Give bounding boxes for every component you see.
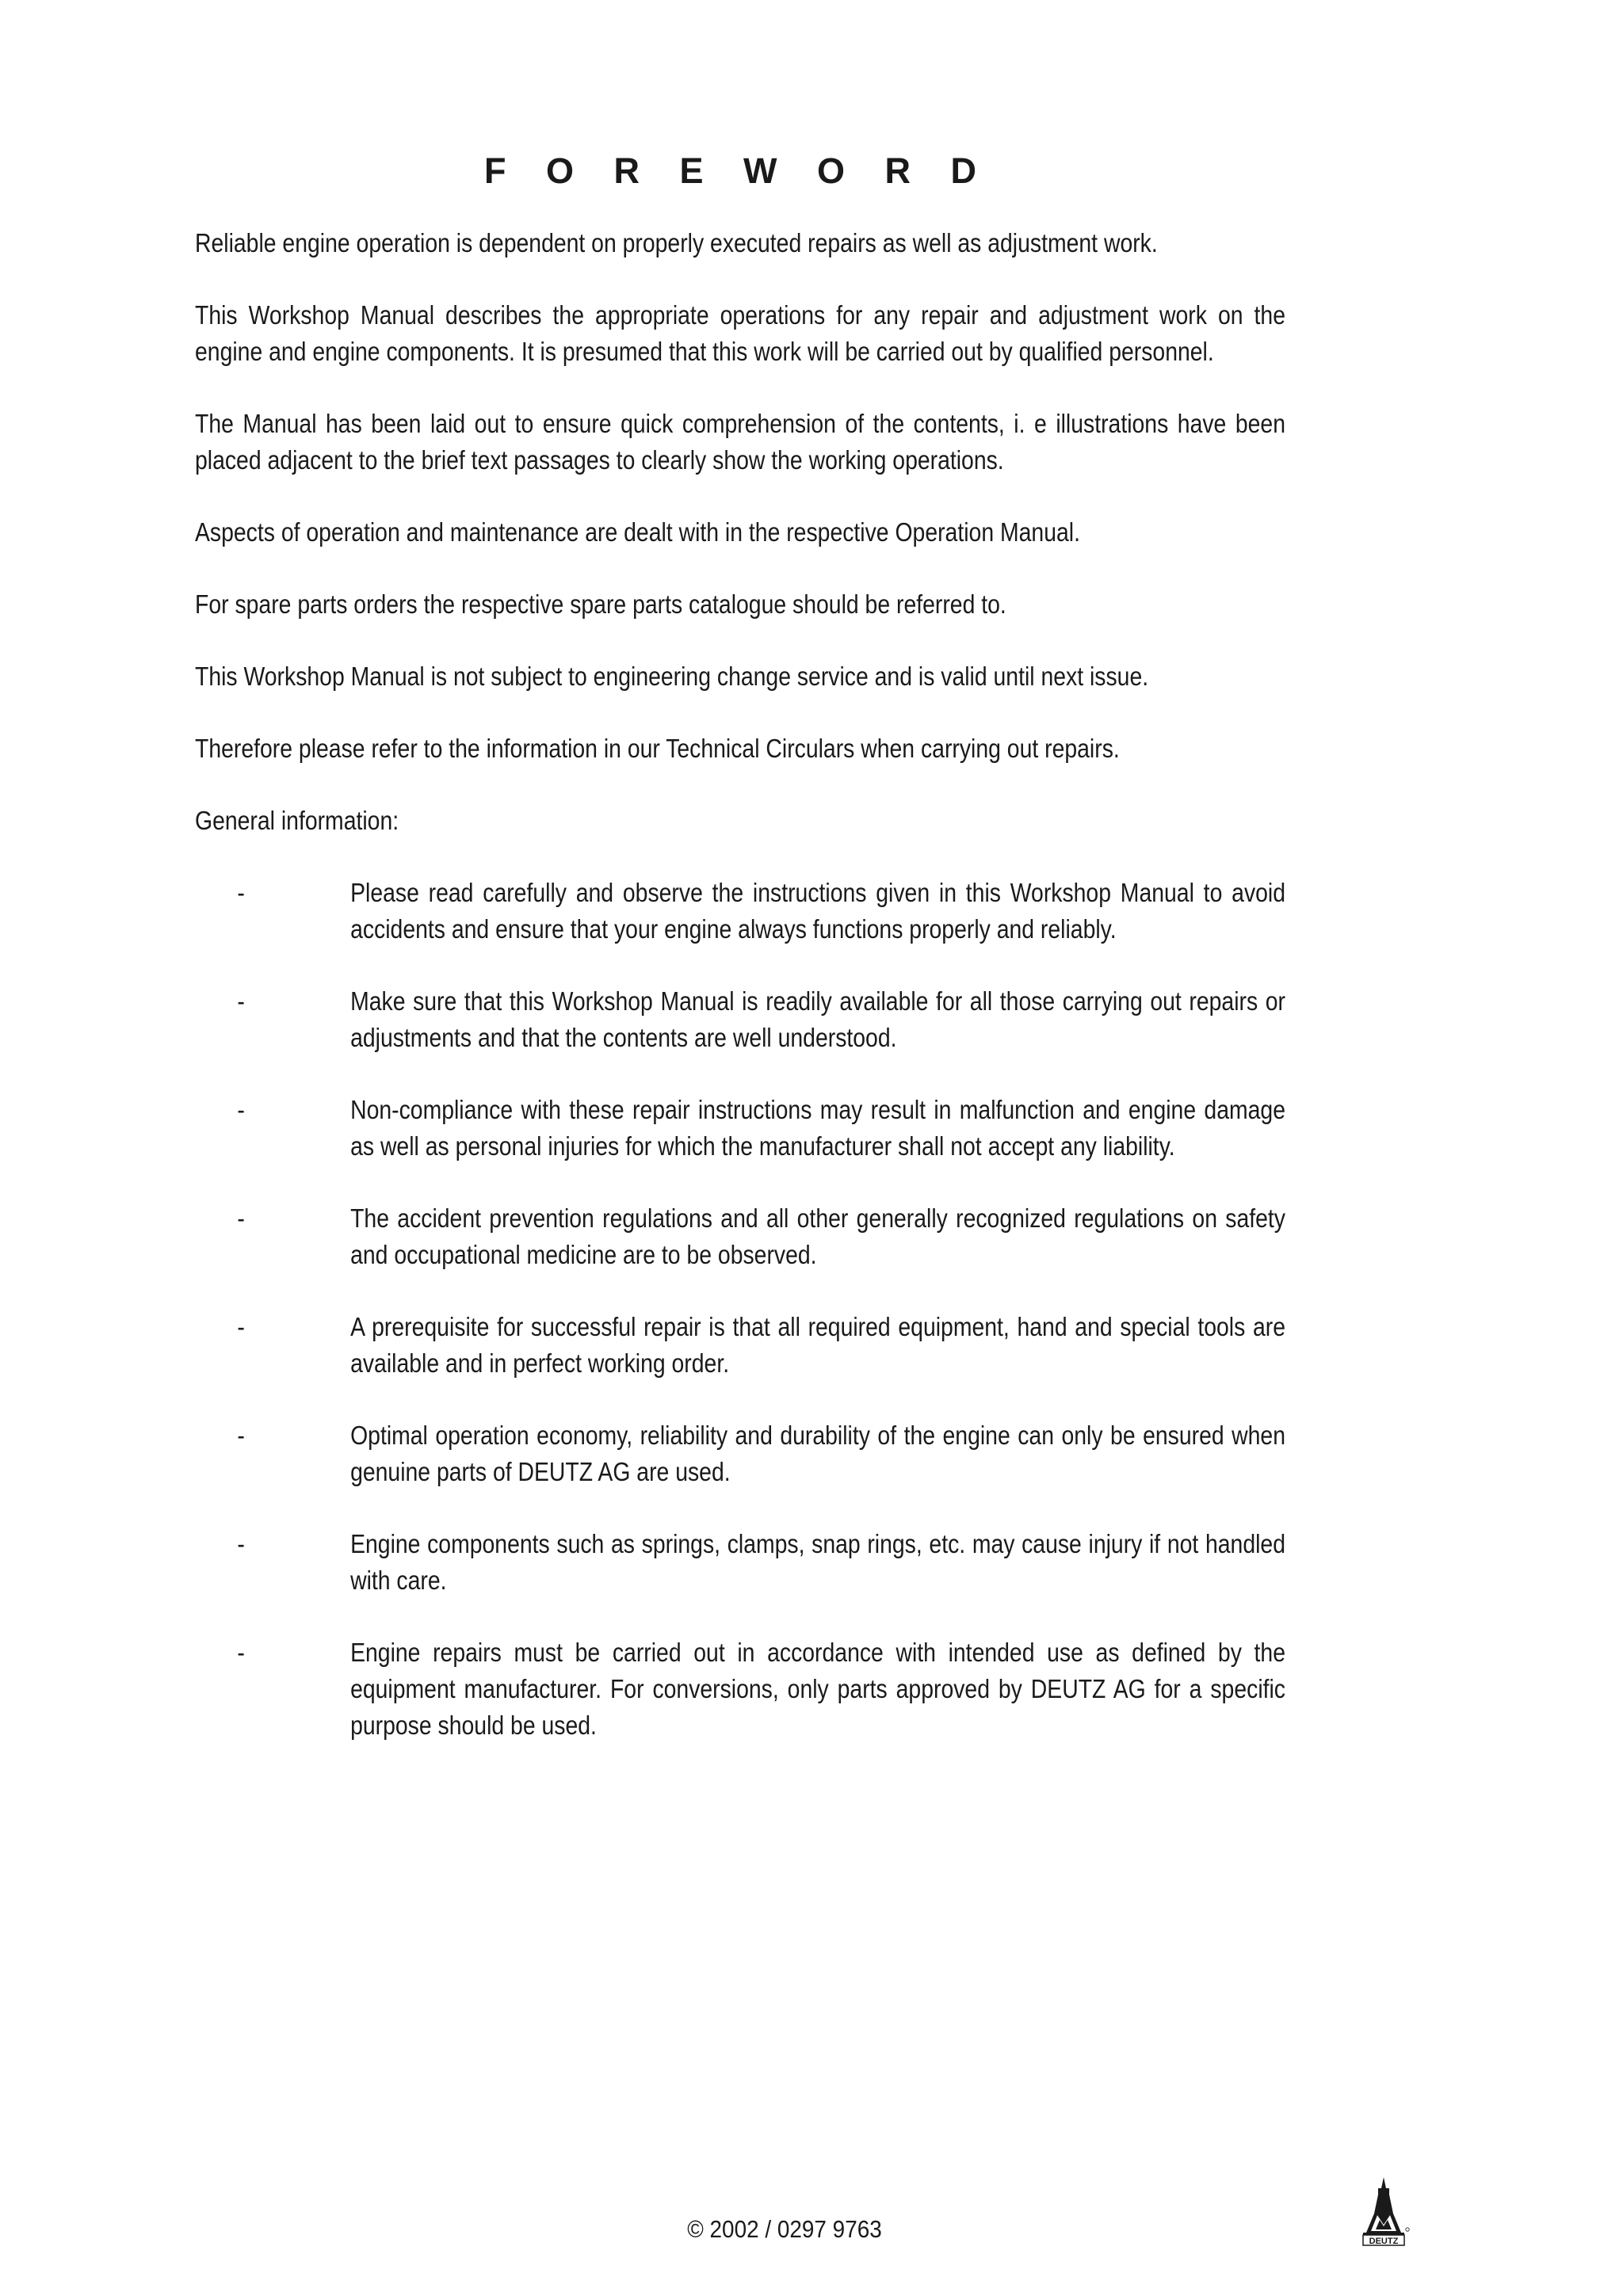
- list-item-text: Non-compliance with these repair instructions may result in malfunction and engine damage as well as personal injuries for which the manufacturer shall not accept any liability.: [350, 1095, 1285, 1161]
- list-item: [195, 1417, 1285, 1490]
- bullet-dash: -: [237, 986, 245, 1016]
- paragraph: Reliable engine operation is dependent on properly executed repairs as well as adjustment work.: [195, 228, 1158, 257]
- general-information-list: [195, 875, 1285, 1744]
- list-item: [195, 1634, 1285, 1744]
- bullet-dash: -: [237, 1095, 245, 1124]
- bullet-dash: -: [237, 1421, 245, 1450]
- list-item-text: Please read carefully and observe the instructions given in this Workshop Manual to avoid accidents and ensure that your engine always functions properly and reliably.: [350, 878, 1285, 944]
- list-item: [195, 1092, 1285, 1165]
- list-item-text: Make sure that this Workshop Manual is readily available for all those carrying out repairs or adjustments and that the contents are well understood.: [350, 986, 1285, 1052]
- list-item: [195, 875, 1285, 948]
- list-item: [195, 1309, 1285, 1382]
- bullet-dash: -: [237, 1203, 245, 1233]
- list-item-text: Optimal operation economy, reliability and durability of the engine can only be ensured when genuine parts of DEUTZ AG are used.: [350, 1421, 1285, 1486]
- list-item-text: A prerequisite for successful repair is that all required equipment, hand and special tools are available and in perfect working order.: [350, 1312, 1285, 1378]
- list-item: [195, 1526, 1285, 1599]
- bullet-dash: -: [237, 878, 245, 907]
- foreword-body: [195, 225, 1285, 1779]
- general-information-heading: General information:: [195, 806, 399, 835]
- paragraph: Therefore please refer to the information in our Technical Circulars when carrying out repairs.: [195, 734, 1120, 763]
- list-item: [195, 1200, 1285, 1273]
- bullet-dash: -: [237, 1529, 245, 1558]
- list-item-text: Engine repairs must be carried out in accordance with intended use as defined by the equipment manufacturer. For conversions, only parts approved by DEUTZ AG for a specific purpose should be used.: [350, 1638, 1285, 1740]
- paragraph: This Workshop Manual is not subject to engineering change service and is valid until next issue.: [195, 662, 1149, 691]
- list-item: [195, 983, 1285, 1056]
- paragraph: The Manual has been laid out to ensure quick comprehension of the contents, i. e illustrations have been placed adjacent to the brief text passages to clearly show the working operations.: [195, 409, 1285, 475]
- page-title: F O R E W O R D: [484, 151, 991, 191]
- copyright-footer: © 2002 / 0297 9763: [687, 2215, 882, 2243]
- paragraph: Aspects of operation and maintenance are dealt with in the respective Operation Manual.: [195, 517, 1080, 547]
- deutz-logo-icon: [1352, 2176, 1415, 2247]
- bullet-dash: -: [237, 1638, 245, 1667]
- paragraph: For spare parts orders the respective spare parts catalogue should be referred to.: [195, 589, 1006, 619]
- bullet-dash: -: [237, 1312, 245, 1341]
- list-item-text: The accident prevention regulations and all other generally recognized regulations on safety and occupational medicine are to be observed.: [350, 1203, 1285, 1269]
- list-item-text: Engine components such as springs, clamps, snap rings, etc. may cause injury if not handled with care.: [350, 1529, 1285, 1595]
- paragraph: This Workshop Manual describes the appropriate operations for any repair and adjustment work on the engine and engine components. It is presumed that this work will be carried out by qualified personnel.: [195, 300, 1285, 366]
- logo-wordmark: DEUTZ: [1369, 2237, 1399, 2246]
